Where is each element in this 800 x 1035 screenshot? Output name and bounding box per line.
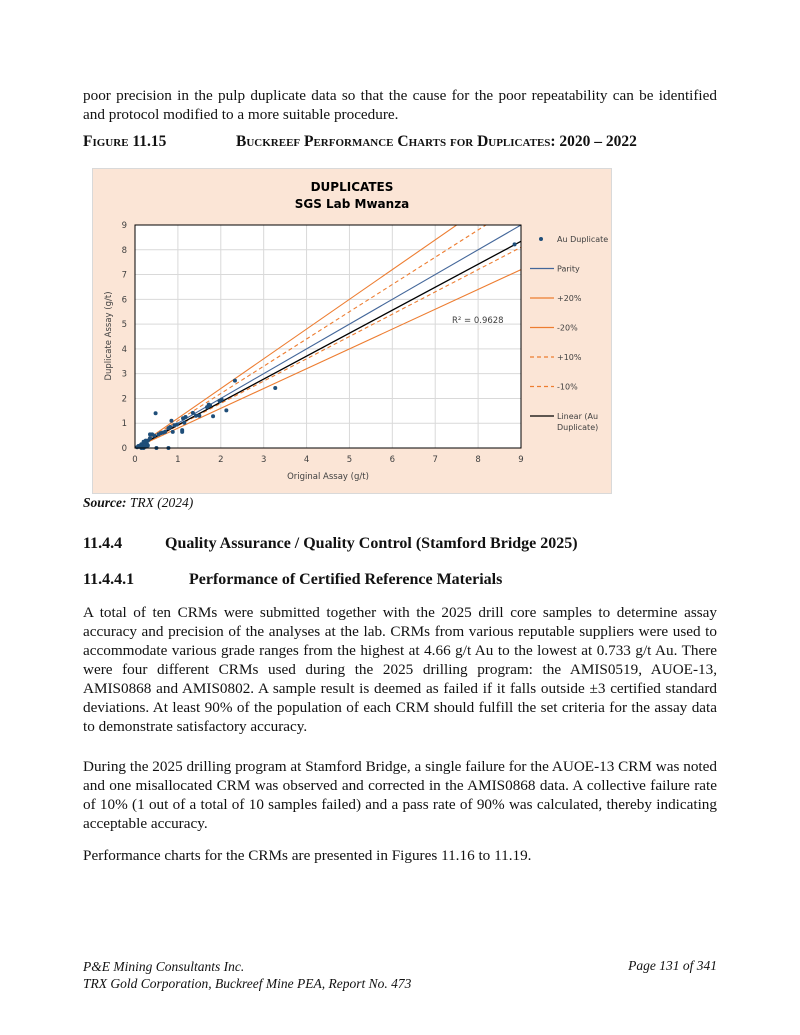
y-tick-label: 8 (121, 245, 127, 256)
data-point (224, 408, 228, 412)
data-point (148, 432, 152, 436)
legend-label: +20% (557, 294, 582, 303)
x-tick-label: 7 (432, 455, 438, 465)
footer-company: P&E Mining Consultants Inc. (83, 959, 245, 974)
source-label: Source: (83, 495, 127, 510)
section-number: 11.4.4 (83, 535, 123, 552)
legend-label: Au Duplicate (557, 235, 609, 244)
legend-label: +10% (557, 353, 582, 362)
subsection-heading (83, 571, 503, 589)
x-tick-label: 4 (303, 455, 310, 465)
data-point (180, 430, 184, 434)
figure-number: Figure 11.15 (83, 133, 167, 150)
intro-paragraph: poor precision in the pulp duplicate data so that the cause for the poor repeatability can be identified and protocol modified to a more suitable procedure. (83, 87, 717, 123)
y-tick-label: 1 (121, 419, 127, 430)
x-tick-label: 0 (132, 455, 138, 465)
footer-report: TRX Gold Corporation, Buckreef Mine PEA, Report No. 473 (83, 976, 412, 991)
y-tick-label: 7 (121, 270, 127, 281)
data-point (172, 423, 176, 427)
y-tick-label: 4 (121, 344, 127, 355)
r-squared-annotation: R² = 0.9628 (452, 316, 504, 326)
y-tick-label: 0 (121, 444, 127, 454)
data-point (191, 411, 195, 415)
y-tick-label: 2 (121, 394, 127, 405)
data-point (513, 242, 517, 246)
section-heading (83, 535, 578, 553)
y-tick-label: 6 (121, 295, 127, 306)
data-point (181, 416, 185, 420)
data-point (233, 379, 237, 383)
data-point (169, 419, 173, 423)
figure-source (83, 495, 193, 511)
legend-label: Linear (Au (557, 412, 599, 421)
data-point (171, 430, 175, 434)
data-point (166, 426, 170, 430)
legend-label: -20% (557, 323, 578, 333)
y-tick-label: 3 (121, 369, 127, 380)
x-tick-label: 3 (260, 455, 267, 465)
data-point (157, 432, 161, 436)
data-point (194, 414, 198, 418)
data-point (154, 411, 158, 415)
legend-marker (539, 237, 543, 241)
legend-label: Duplicate) (557, 423, 599, 432)
subsection-number: 11.4.4.1 (83, 571, 135, 588)
figure-title: Buckreef Performance Charts for Duplicates: 2020 – 2022 (236, 133, 637, 150)
data-point (197, 414, 201, 418)
page-number: Page 131 of 341 (628, 958, 717, 973)
data-point (217, 399, 221, 403)
x-tick-label: 2 (218, 455, 224, 465)
legend-label: Parity (557, 264, 580, 274)
chart-title: DUPLICATES (310, 180, 394, 194)
legend-label: -10% (557, 382, 578, 392)
source-text: TRX (2024) (126, 495, 194, 510)
x-tick-label: 5 (346, 455, 353, 465)
figure-caption (83, 133, 637, 151)
paragraph-failure-rate: During the 2025 drilling program at Stamford Bridge, a single failure for the AUOE-13 CRM was noted and one misallocated CRM was observed and corrected in the AMIS0868 data. A collective failure rate of 10% (1 out of a total of 10 samples failed) and a pass rate of 90% was calculated, thereby indicating acceptable accuracy. (83, 758, 717, 832)
x-tick-label: 1 (175, 455, 181, 465)
chart-subtitle: SGS Lab Mwanza (294, 197, 410, 211)
data-point (273, 386, 277, 390)
y-axis-label: Duplicate Assay (g/t) (104, 291, 114, 381)
paragraph-charts-reference: Performance charts for the CRMs are presented in Figures 11.16 to 11.19. (83, 847, 532, 864)
data-point (211, 414, 215, 418)
paragraph-crm-summary: A total of ten CRMs were submitted together with the 2025 drill core samples to determine assay accuracy and precision of the analyses at the lab. CRMs from various reputable suppliers were used to accommodate various grade ranges from the highest at 4.66 g/t Au to the lowest at 0.733 g/t Au. There were four different CRMs used during the 2025 drilling program: the AMIS0519, AUOE-13, AMIS0868 and AMIS0802. A sample result is deemed as failed if it falls outside ±3 certified standard deviations. At least 90% of the population of each CRM should fulfill the set criteria for the assay data to demonstrate satisfactory accuracy. (83, 604, 717, 735)
duplicates-chart (92, 168, 612, 494)
data-point (205, 405, 209, 409)
data-point (135, 445, 139, 449)
x-tick-label: 9 (518, 455, 524, 465)
y-tick-label: 5 (121, 320, 127, 331)
x-axis-label: Original Assay (g/t) (287, 472, 369, 482)
subsection-title: Performance of Certified Reference Materials (189, 571, 503, 588)
data-point (182, 421, 186, 425)
y-tick-label: 9 (121, 221, 127, 231)
x-tick-label: 6 (389, 455, 396, 465)
x-tick-label: 8 (475, 455, 481, 465)
section-title: Quality Assurance / Quality Control (Stamford Bridge 2025) (165, 535, 578, 552)
